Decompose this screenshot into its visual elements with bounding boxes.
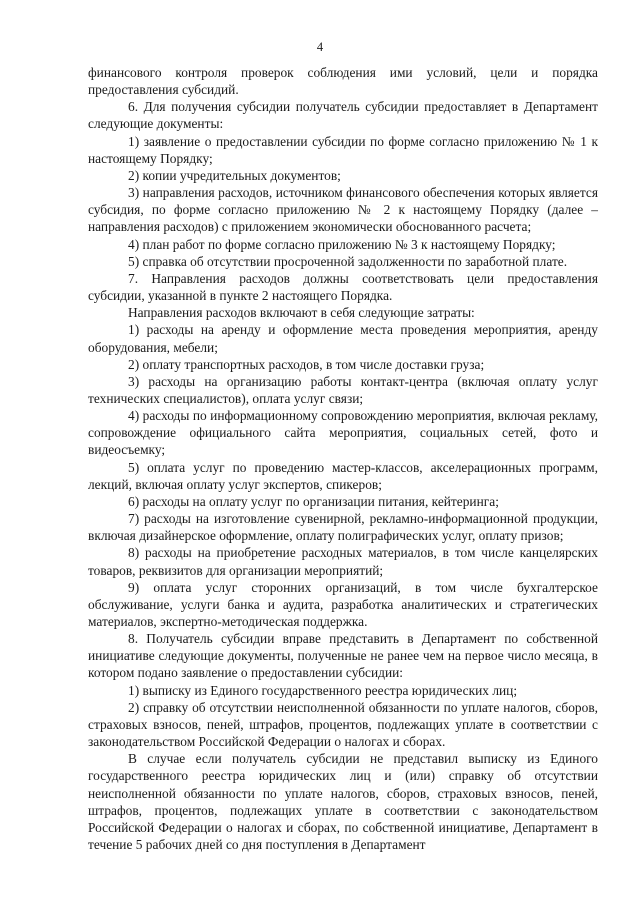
paragraph: 7. Направления расходов должны соответствовать цели предоставления субсидии, указанной в пункте 2 настоящего Порядка. (88, 270, 598, 304)
paragraph: 2) оплату транспортных расходов, в том числе доставки груза; (128, 356, 485, 372)
paragraph: 1) заявление о предоставлении субсидии по форме согласно приложению № 1 к настоящему Порядку; (88, 133, 598, 166)
paragraph: 8) расходы на приобретение расходных материалов, в том числе канцелярских товаров, реквизитов для организации мероприятий; (88, 545, 598, 578)
paragraph: 5) оплата услуг по проведению мастер-классов, акселерационных программ, лекций, включая оплату услуг экспертов, спикеров; (88, 459, 598, 492)
paragraph: 5) справка об отсутствии просроченной задолженности по заработной плате. (128, 253, 568, 269)
paragraph: 3) направления расходов, источником финансового обеспечения которых является субсидия, по форме согласно приложению № 2 к настоящему Порядку (далее – направления расходов) с приложением экономически обоснованного расчета; (88, 185, 598, 235)
paragraph: 9) оплата услуг сторонних организаций, в том числе бухгалтерское обслуживание, услуги банка и аудита, разработка аналитических и стратегических материалов, экспертно-методическая поддержка. (88, 579, 598, 629)
document-body (88, 64, 598, 853)
paragraph: 2) справку об отсутствии неисполненной обязанности по уплате налогов, сборов, страховых взносов, пеней, штрафов, процентов, подлежащих уплате в соответствии с законодательством Российской Федерации о налогах и сборах. (88, 699, 598, 750)
paragraph: финансового контроля проверок соблюдения ими условий, цели и порядка предоставления субсидий. (88, 65, 598, 98)
paragraph: 6) расходы на оплату услуг по организации питания, кейтеринга; (128, 493, 499, 509)
paragraph: 7) расходы на изготовление сувенирной, рекламно-информационной продукции, включая дизайнерское оформление, оплату полиграфических услуг, оплату призов; (88, 511, 598, 544)
paragraph: 3) расходы на организацию работы контакт-центра (включая оплату услуг технических специалистов), оплата услуг связи; (88, 373, 598, 406)
paragraph: В случае если получатель субсидии не представил выписку из Единого государственного реестра юридических лиц и (или) справку об отсутствии неисполненной обязанности по уплате налогов, сборов, страховых взносов, пеней, штрафов, процентов, подлежащих уплате в соответствии с законодательством Российской Федерации о налогах и сборах, по собственной инициативе, Департамент в течение 5 рабочих дней со дня поступления в Департамент (88, 751, 598, 853)
paragraph: 1) расходы на аренду и оформление места проведения мероприятия, аренду оборудования, мебели; (88, 322, 598, 355)
paragraph: 4) план работ по форме согласно приложению № 3 к настоящему Порядку; (128, 236, 556, 252)
page-number: 4 (316, 40, 324, 54)
paragraph: 1) выписку из Единого государственного реестра юридических лиц; (128, 682, 518, 698)
paragraph: 4) расходы по информационному сопровождению мероприятия, включая рекламу, сопровождение официального сайта мероприятия, социальных сетей, фото и видеосъемку; (88, 408, 598, 458)
paragraph: 6. Для получения субсидии получатель субсидии предоставляет в Департамент следующие документы: (88, 99, 598, 132)
paragraph: 2) копии учредительных документов; (128, 167, 341, 183)
paragraph: 8. Получатель субсидии вправе представить в Департамент по собственной инициативе следующие документы, полученные не ранее чем на первое число месяца, в котором подано заявление о предоставлении субсидии: (88, 631, 598, 681)
paragraph: Направления расходов включают в себя следующие затраты: (128, 305, 475, 321)
